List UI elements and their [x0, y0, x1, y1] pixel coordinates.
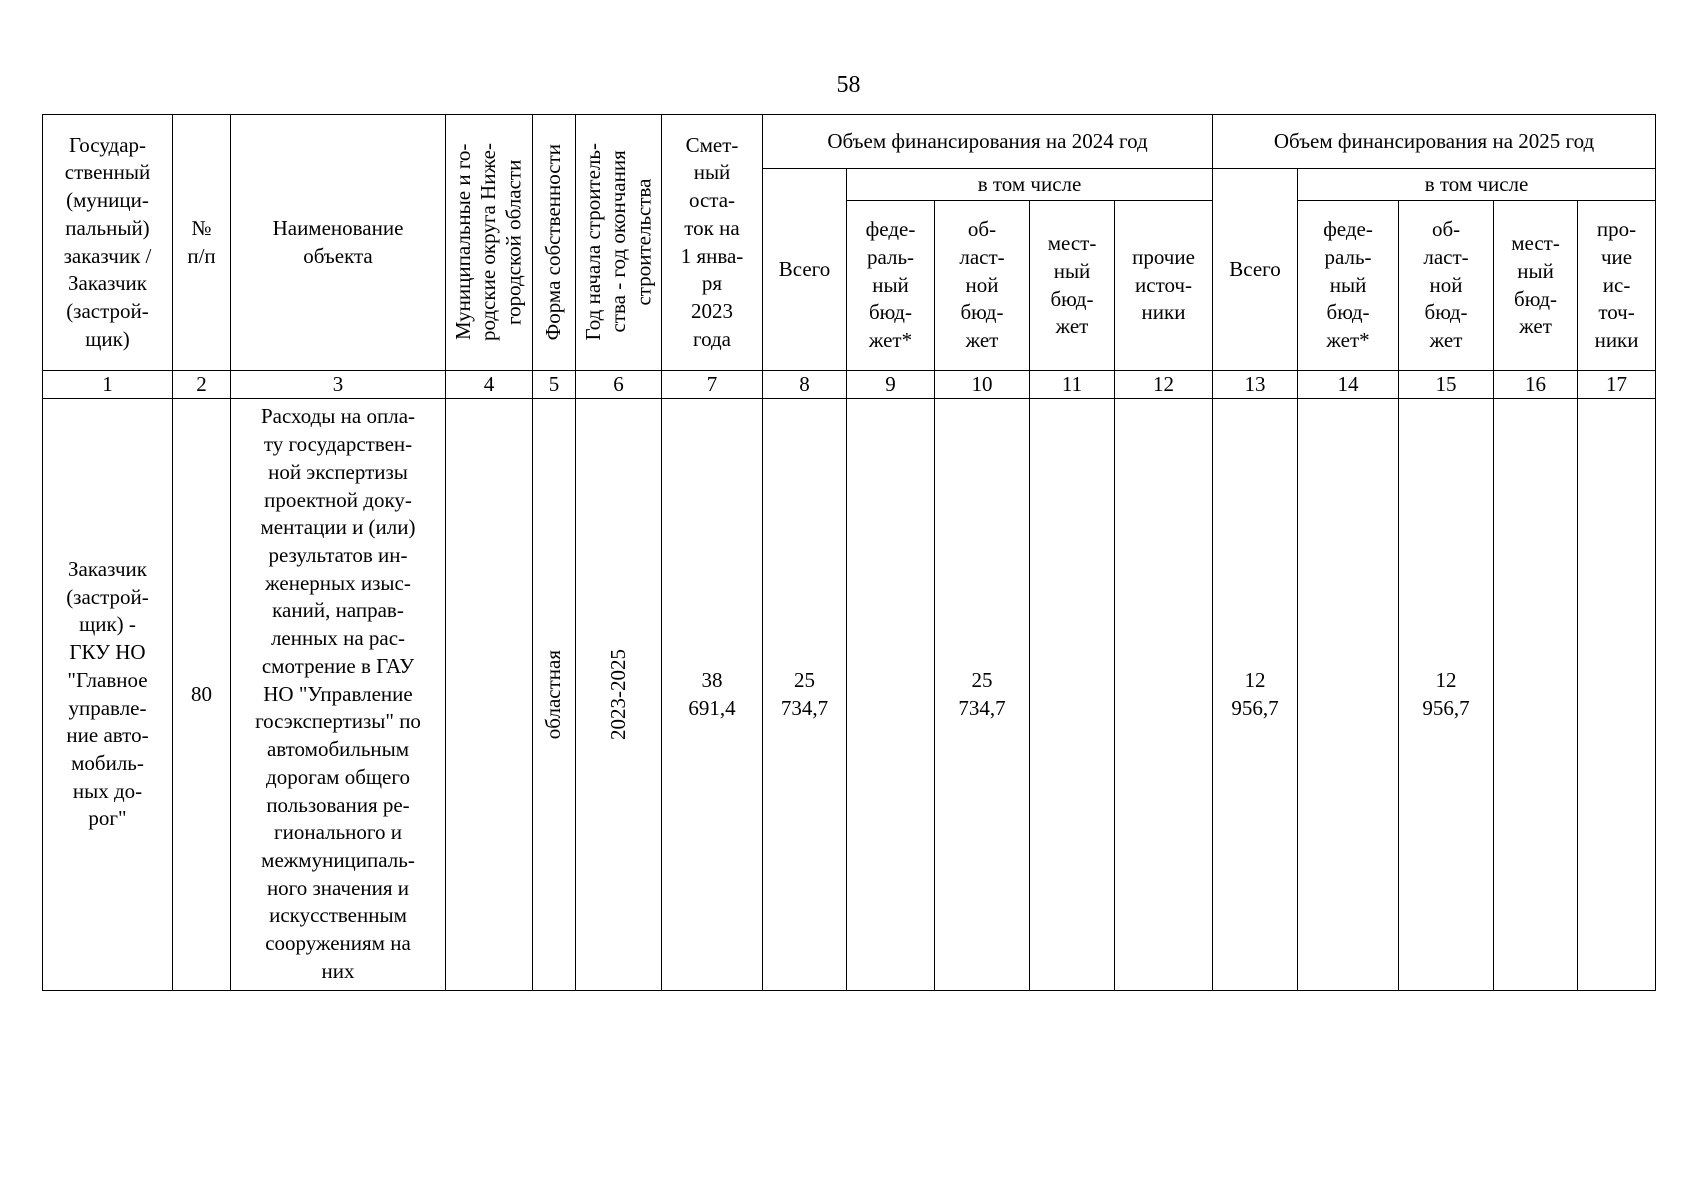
column-number: 1 — [43, 371, 173, 399]
column-number: 2 — [173, 371, 231, 399]
header-customer: Государ- ственный (муници- пальный) заказчик / Заказчик (застрой- щик) — [43, 115, 173, 371]
header-financing-2024: Объем финансирования на 2024 год — [763, 115, 1213, 169]
header-federal-2025: феде- раль- ный бюд- жет* — [1298, 201, 1399, 371]
cell-federal-2025 — [1298, 399, 1399, 991]
header-other-2024: прочие источ- ники — [1115, 201, 1213, 371]
cell-number: 80 — [173, 399, 231, 991]
cell-regional-2024: 25 734,7 — [935, 399, 1030, 991]
column-number: 11 — [1030, 371, 1115, 399]
cell-municipality — [446, 399, 533, 991]
header-row-1 — [43, 115, 1656, 169]
cell-customer: Заказчик (застрой- щик) - ГКУ НО "Главное управле- ние авто- мобиль- ных до- рог" — [43, 399, 173, 991]
cell-object-name: Расходы на опла- ту государствен- ной экспертизы проектной доку- ментации и (или) результатов ин- женерных изыс- каний, направ- ленных на рас- смотрение в ГАУ НО "Управление госэкспертизы" по автомобильным дорогам общего пользования ре- гионального и межмуниципаль- ного значения и искусственным сооружениям на них — [231, 399, 446, 991]
header-in-that-2024: в том числе — [847, 169, 1213, 201]
financing-table — [42, 114, 1656, 991]
column-number: 3 — [231, 371, 446, 399]
header-local-2025: мест- ный бюд- жет — [1494, 201, 1578, 371]
cell-other-2025 — [1578, 399, 1656, 991]
column-number: 16 — [1494, 371, 1578, 399]
column-number: 17 — [1578, 371, 1656, 399]
header-regional-2025: об- ласт- ной бюд- жет — [1399, 201, 1494, 371]
cell-federal-2024 — [847, 399, 935, 991]
header-financing-2025: Объем финансирования на 2025 год — [1213, 115, 1656, 169]
column-number: 5 — [533, 371, 576, 399]
header-other-2025: про- чие ис- точ- ники — [1578, 201, 1656, 371]
cell-local-2024 — [1030, 399, 1115, 991]
column-number: 14 — [1298, 371, 1399, 399]
header-number: № п/п — [173, 115, 231, 371]
header-federal-2024: феде- раль- ный бюд- жет* — [847, 201, 935, 371]
column-number: 12 — [1115, 371, 1213, 399]
header-municipality-text: Муниципальные и го- родские округа Ниже- городской области — [451, 143, 526, 341]
header-local-2024: мест- ный бюд- жет — [1030, 201, 1115, 371]
header-total-2025: Всего — [1213, 169, 1298, 371]
cell-local-2025 — [1494, 399, 1578, 991]
table-row — [43, 399, 1656, 991]
cell-estimated-balance: 38 691,4 — [662, 399, 763, 991]
cell-years-text: 2023-2025 — [605, 649, 630, 740]
header-object-name: Наименование объекта — [231, 115, 446, 371]
cell-ownership — [533, 399, 576, 991]
header-estimated-balance: Смет- ный оста- ток на 1 янва- ря 2023 года — [662, 115, 763, 371]
cell-ownership-text: областная — [541, 649, 566, 740]
header-years-text: Год начала строитель- ства - год окончания строительства — [580, 143, 656, 341]
cell-total-2024: 25 734,7 — [763, 399, 847, 991]
page-number: 58 — [836, 72, 861, 98]
column-numbers-row — [43, 371, 1656, 399]
column-number: 10 — [935, 371, 1030, 399]
header-municipality — [446, 115, 533, 371]
header-ownership-text: Форма собственности — [541, 143, 566, 341]
cell-total-2025: 12 956,7 — [1213, 399, 1298, 991]
cell-years — [576, 399, 662, 991]
header-ownership — [533, 115, 576, 371]
cell-regional-2025: 12 956,7 — [1399, 399, 1494, 991]
column-number: 8 — [763, 371, 847, 399]
cell-other-2024 — [1115, 399, 1213, 991]
column-number: 6 — [576, 371, 662, 399]
column-number: 4 — [446, 371, 533, 399]
column-number: 15 — [1399, 371, 1494, 399]
header-years — [576, 115, 662, 371]
column-number: 9 — [847, 371, 935, 399]
header-in-that-2025: в том числе — [1298, 169, 1656, 201]
header-regional-2024: об- ласт- ной бюд- жет — [935, 201, 1030, 371]
header-total-2024: Всего — [763, 169, 847, 371]
column-number: 7 — [662, 371, 763, 399]
column-number: 13 — [1213, 371, 1298, 399]
